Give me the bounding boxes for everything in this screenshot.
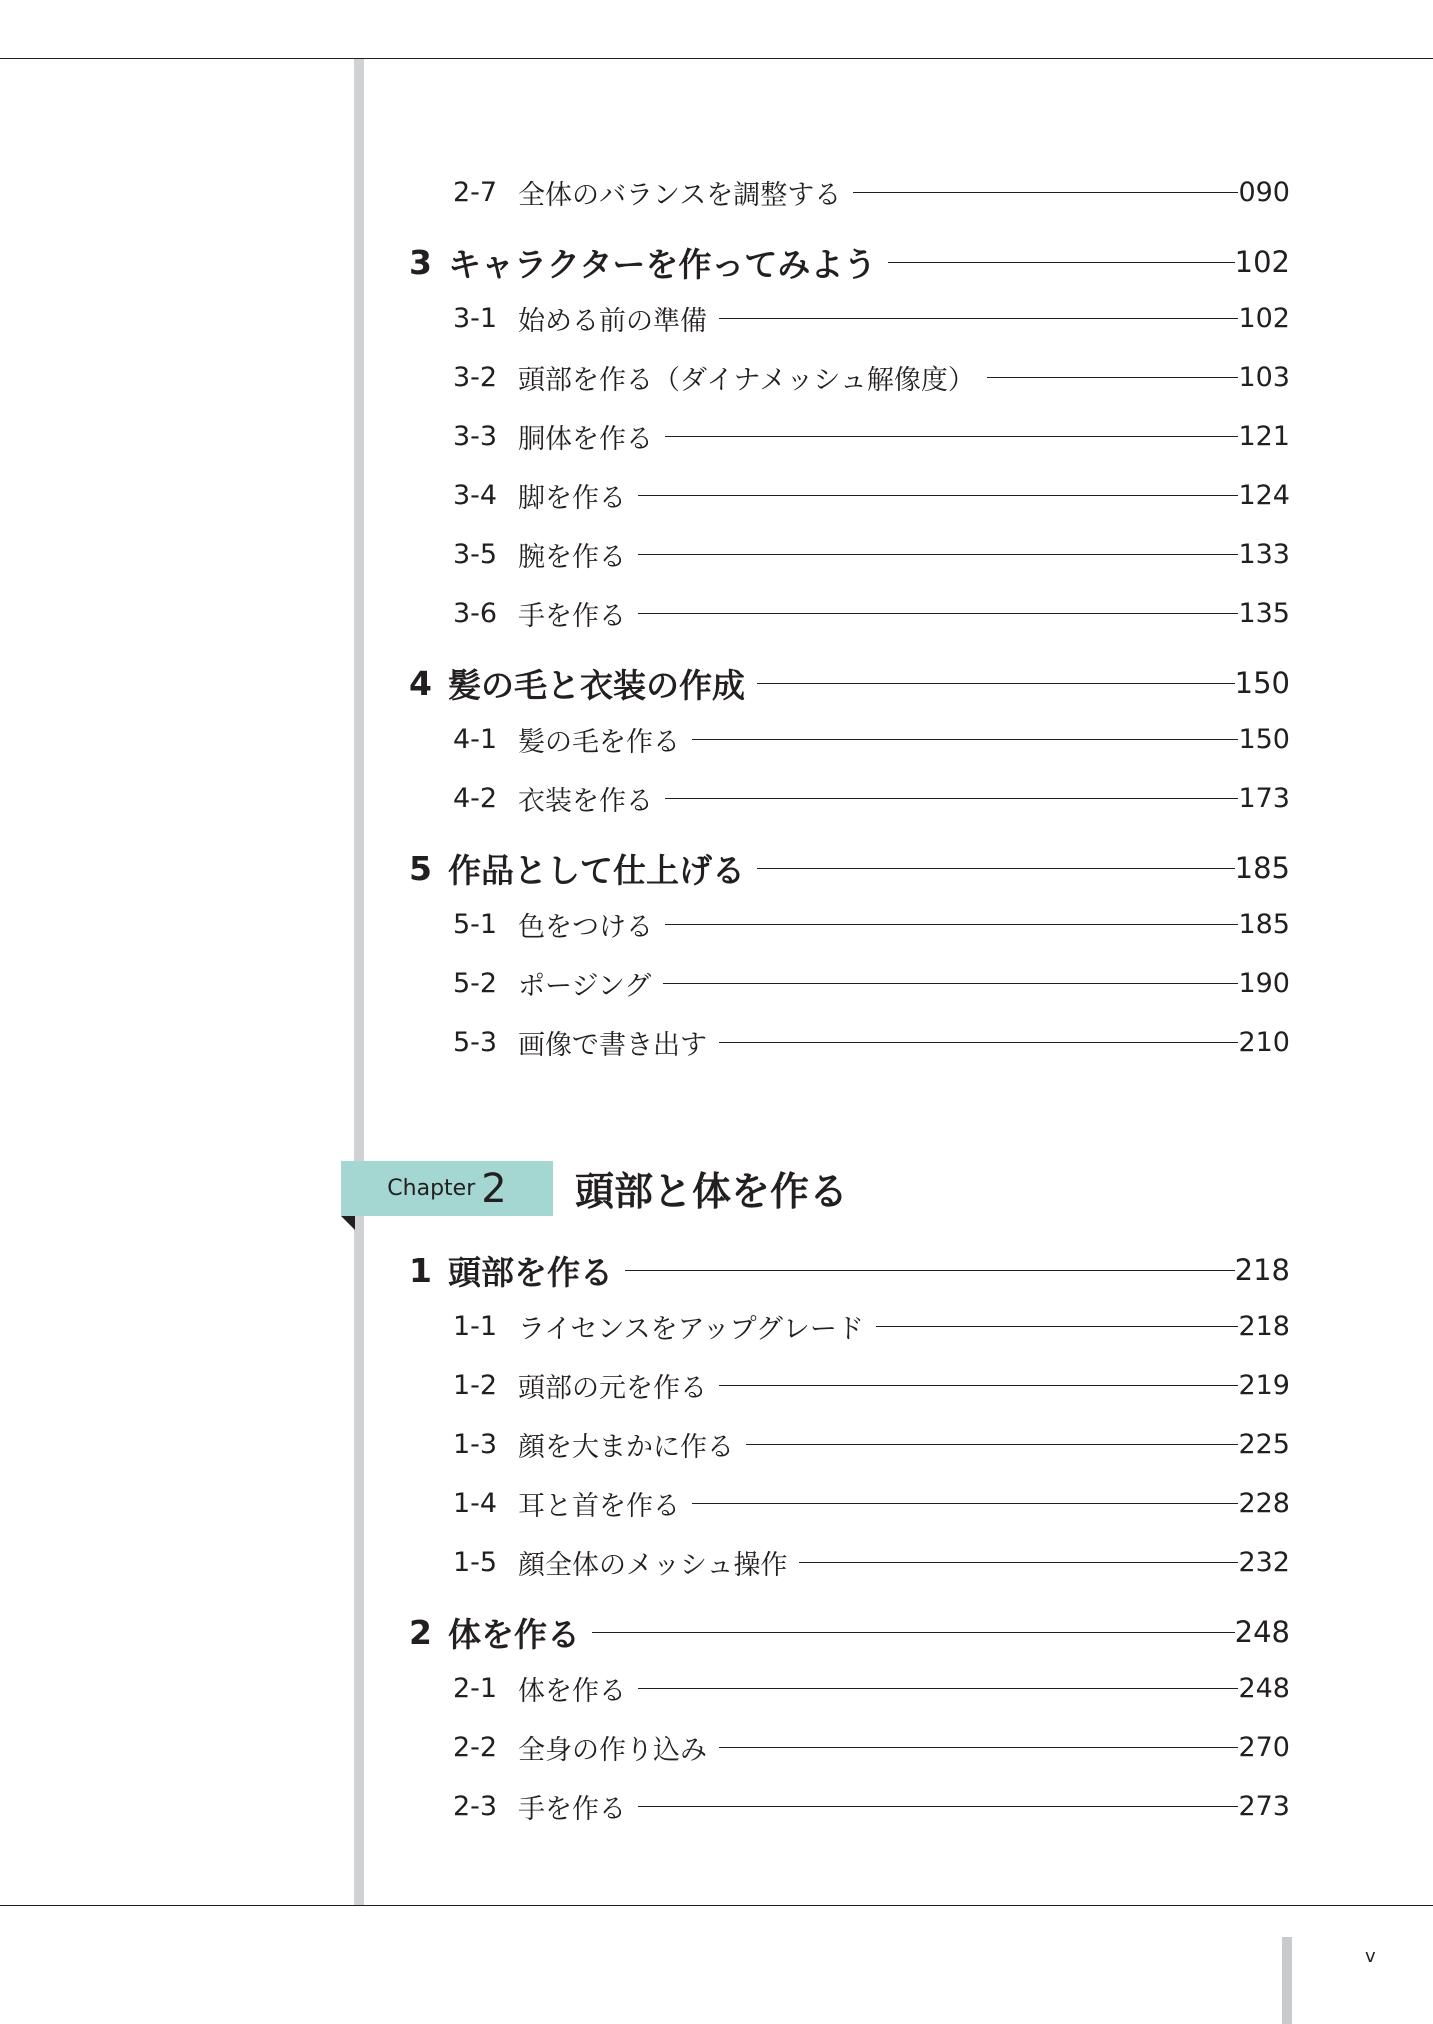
toc-entry-title: 胴体を作る	[518, 423, 653, 455]
toc-entry-number: 1-3	[453, 1428, 498, 1460]
toc-entry-page: 150	[1238, 723, 1290, 755]
toc-section-entry	[409, 1250, 1290, 1290]
toc-section-entry	[409, 242, 1290, 282]
toc-entry	[453, 416, 1290, 456]
toc-entry-number: 1-2	[453, 1369, 498, 1401]
toc-entry	[453, 904, 1290, 944]
footer-bar	[1282, 1937, 1292, 2024]
toc-leader-line	[719, 1385, 1238, 1386]
toc-leader-line	[719, 1042, 1238, 1043]
toc-entry	[453, 1022, 1290, 1062]
toc-entry-number: 4-1	[453, 723, 498, 755]
toc-entry-page: 150	[1234, 666, 1290, 700]
toc-leader-line	[746, 1444, 1238, 1445]
toc-entry-number: 3-2	[453, 361, 498, 393]
toc-entry-title: キャラクターを作ってみよう	[448, 244, 877, 284]
toc-entry-page: 248	[1234, 1615, 1290, 1649]
toc-entry-page: 210	[1238, 1026, 1290, 1058]
toc-leader-line	[719, 1747, 1238, 1748]
toc-leader-line	[719, 318, 1238, 319]
toc-entry-title: 体を作る	[448, 1614, 580, 1654]
toc-entry-number: 5	[409, 848, 432, 888]
toc-leader-line	[888, 262, 1234, 263]
toc-leader-line	[987, 377, 1239, 378]
toc-entry-title: 画像で書き出す	[518, 1029, 707, 1061]
toc-entry-title: ライセンスをアップグレード	[518, 1313, 864, 1345]
toc-entry-page: 225	[1238, 1428, 1290, 1460]
toc-entry-number: 5-3	[453, 1026, 498, 1058]
toc-entry-page: 103	[1238, 361, 1290, 393]
toc-entry-number: 3-6	[453, 597, 498, 629]
toc-entry-title: 脚を作る	[518, 482, 626, 514]
toc-entry-title: 全身の作り込み	[518, 1734, 707, 1766]
chapter-title: 頭部と体を作る	[575, 1170, 849, 1215]
toc-entry-page: 190	[1238, 967, 1290, 999]
toc-entry	[453, 593, 1290, 633]
toc-entry-title: 手を作る	[518, 600, 626, 632]
chapter-tab-corner	[341, 1216, 355, 1230]
toc-leader-line	[625, 1270, 1235, 1271]
toc-entry	[453, 1306, 1290, 1346]
toc-entry	[453, 1727, 1290, 1767]
toc-entry-page: 248	[1238, 1672, 1290, 1704]
toc-entry-page: 173	[1238, 782, 1290, 814]
toc-leader-line	[692, 739, 1238, 740]
toc-leader-line	[638, 613, 1238, 614]
toc-entry-page: 185	[1234, 851, 1290, 885]
toc-entry	[453, 172, 1290, 212]
chapter-label: Chapter	[387, 1176, 476, 1201]
toc-section-entry	[409, 663, 1290, 703]
toc-entry	[453, 963, 1290, 1003]
toc-entry	[453, 778, 1290, 818]
toc-entry	[453, 1424, 1290, 1464]
toc-entry	[453, 719, 1290, 759]
toc-entry	[453, 534, 1290, 574]
toc-entry-page: 124	[1238, 479, 1290, 511]
top-rule	[0, 58, 1433, 59]
toc-entry-page: 133	[1238, 538, 1290, 570]
toc-section-entry	[409, 848, 1290, 888]
toc-entry	[453, 1786, 1290, 1826]
toc-entry-title: 頭部の元を作る	[518, 1372, 707, 1404]
toc-entry	[453, 298, 1290, 338]
toc-entry	[453, 475, 1290, 515]
chapter-number: 2	[481, 1165, 507, 1212]
toc-entry-title: ポージング	[518, 970, 652, 1002]
toc-entry-title: 手を作る	[518, 1793, 626, 1825]
toc-leader-line	[757, 868, 1235, 869]
toc-leader-line	[876, 1326, 1239, 1327]
toc-entry-number: 5-2	[453, 967, 498, 999]
toc-entry-number: 1-5	[453, 1546, 498, 1578]
toc-entry-number: 2-2	[453, 1731, 498, 1763]
toc-entry-page: 121	[1238, 420, 1290, 452]
toc-entry-title: 頭部を作る	[448, 1252, 613, 1292]
toc-entry-number: 4-2	[453, 782, 498, 814]
toc-entry-title: 全体のバランスを調整する	[518, 179, 842, 211]
toc-entry-page: 228	[1238, 1487, 1290, 1519]
toc-entry-number: 5-1	[453, 908, 498, 940]
toc-leader-line	[757, 683, 1235, 684]
toc-entry	[453, 357, 1290, 397]
toc-leader-line	[663, 983, 1238, 984]
toc-entry	[453, 1483, 1290, 1523]
toc-entry-title: 体を作る	[518, 1675, 626, 1707]
toc-leader-line	[853, 192, 1238, 193]
toc-entry-title: 腕を作る	[518, 541, 626, 573]
toc-section-entry	[409, 1612, 1290, 1652]
toc-entry-page: 219	[1238, 1369, 1290, 1401]
toc-entry-number: 2-3	[453, 1790, 498, 1822]
toc-entry-number: 1	[409, 1250, 432, 1290]
toc-entry-page: 218	[1238, 1310, 1290, 1342]
toc-entry-title: 始める前の準備	[518, 305, 707, 337]
toc-entry-title: 耳と首を作る	[518, 1490, 680, 1522]
toc-entry-title: 顔を大まかに作る	[518, 1431, 734, 1463]
toc-entry-page: 135	[1238, 597, 1290, 629]
toc-entry-number: 3-1	[453, 302, 498, 334]
bottom-rule	[0, 1905, 1433, 1906]
toc-entry-page: 232	[1238, 1546, 1290, 1578]
page-number: v	[1365, 1946, 1376, 1967]
toc-entry-title: 顔全体のメッシュ操作	[518, 1549, 788, 1581]
toc-leader-line	[799, 1562, 1238, 1563]
toc-leader-line	[665, 798, 1238, 799]
toc-entry-title: 髪の毛と衣装の作成	[448, 665, 745, 705]
toc-leader-line	[692, 1503, 1238, 1504]
toc-entry-title: 髪の毛を作る	[518, 726, 680, 758]
toc-entry-number: 1-4	[453, 1487, 498, 1519]
toc-entry-number: 2-7	[453, 176, 498, 208]
toc-entry-page: 270	[1238, 1731, 1290, 1763]
toc-entry-number: 1-1	[453, 1310, 498, 1342]
toc-entry-number: 3-4	[453, 479, 498, 511]
toc-entry	[453, 1542, 1290, 1582]
toc-entry	[453, 1365, 1290, 1405]
toc-leader-line	[638, 1806, 1238, 1807]
toc-entry-page: 185	[1238, 908, 1290, 940]
toc-entry-title: 頭部を作る（ダイナメッシュ解像度）	[518, 364, 975, 396]
toc-entry-title: 作品として仕上げる	[448, 850, 745, 890]
toc-leader-line	[592, 1632, 1235, 1633]
toc-entry-number: 4	[409, 663, 432, 703]
toc-entry-number: 3	[409, 242, 432, 282]
toc-entry-number: 3-3	[453, 420, 498, 452]
toc-entry	[453, 1668, 1290, 1708]
toc-leader-line	[638, 1688, 1238, 1689]
chapter-tab	[341, 1161, 553, 1216]
toc-entry-number: 2-1	[453, 1672, 498, 1704]
toc-entry-title: 衣装を作る	[518, 785, 653, 817]
toc-leader-line	[665, 924, 1238, 925]
toc-leader-line	[638, 554, 1238, 555]
toc-leader-line	[638, 495, 1238, 496]
toc-entry-page: 102	[1238, 302, 1290, 334]
toc-entry-page: 218	[1234, 1253, 1290, 1287]
toc-leader-line	[665, 436, 1238, 437]
toc-entry-page: 090	[1238, 176, 1290, 208]
toc-entry-number: 2	[409, 1612, 432, 1652]
toc-entry-page: 273	[1238, 1790, 1290, 1822]
toc-entry-number: 3-5	[453, 538, 498, 570]
left-margin-bar	[354, 59, 364, 1905]
toc-entry-page: 102	[1234, 245, 1290, 279]
toc-entry-title: 色をつける	[518, 911, 653, 943]
